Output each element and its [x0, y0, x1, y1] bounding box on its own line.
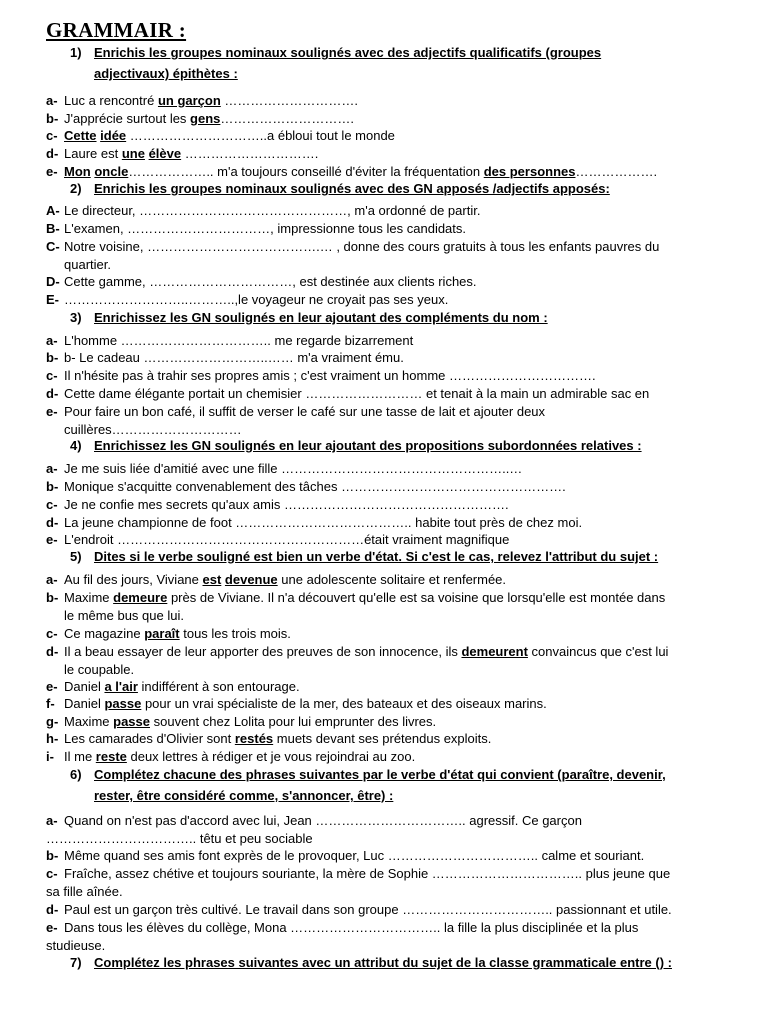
item-letter: B-: [46, 221, 60, 236]
item-letter: d-: [46, 386, 59, 401]
item-sentence: [64, 110, 726, 128]
item-letter: g-: [46, 714, 59, 729]
item-letter: c-: [46, 368, 58, 383]
underlined-word: passe: [104, 696, 142, 711]
sentence-text: Notre voisine, ………………………………….… , donne des cours gratuits à tous les enfants pauvres du: [64, 239, 660, 254]
item-sentence: [64, 812, 726, 830]
item-letter: d-: [46, 146, 59, 161]
sentence-text: Le directeur, …………………………………………, m'a ordonné de partir.: [64, 203, 481, 218]
section-heading: [70, 42, 758, 86]
sentence-text: Ce magazine: [64, 626, 145, 641]
item-letter: c-: [46, 866, 58, 881]
underlined-word: Cette: [64, 128, 97, 143]
item-letter: e-: [46, 679, 58, 694]
item-letter: e-: [46, 532, 58, 547]
item-letter: e-: [46, 920, 58, 935]
underlined-word: un garçon: [157, 93, 221, 108]
item-letter: E-: [46, 292, 59, 307]
sentence-text: L'homme …………………………….. me regarde bizarrement: [64, 333, 414, 348]
item-sentence-continued: le même bus que lui.: [64, 607, 184, 623]
underlined-word: passe: [113, 714, 150, 729]
section-instruction: Complétez les phrases suivantes avec un attribut du sujet de la classe grammaticale entre () :: [94, 955, 672, 970]
underlined-word: restés: [234, 731, 274, 746]
sentence-text: Les camarades d'Olivier sont: [64, 731, 235, 746]
sentence-text: Daniel: [64, 679, 105, 694]
sentence-text: Même quand ses amis font exprès de le provoquer, Luc …………………………….. calme et souriant.: [64, 848, 645, 863]
item-letter: f-: [46, 696, 55, 711]
sentence-text: Laure est: [64, 146, 122, 161]
item-sentence-continued: studieuse.: [46, 937, 106, 953]
sentence-text: ………………………..………..,le voyageur ne croyait pas ses yeux.: [64, 292, 449, 307]
sentence-text: ……………….: [575, 164, 658, 179]
item-sentence: [64, 919, 726, 937]
section-heading: [70, 307, 758, 329]
underlined-word: demeure: [113, 590, 168, 605]
sentence-text: Il n'hésite pas à trahir ses propres amis ; c'est vraiment un homme …………………………….: [64, 368, 596, 383]
item-sentence: [64, 291, 726, 309]
section-instruction: Complétez chacune des phrases suivantes par le verbe d'état qui convient (paraître, devenir,: [94, 767, 666, 782]
section-number: 3): [70, 310, 82, 325]
item-sentence-continued: quartier.: [64, 256, 111, 272]
underlined-word: devenue: [224, 572, 278, 587]
underlined-word: Mon: [64, 164, 91, 179]
item-sentence: [64, 713, 726, 731]
item-sentence-continued: cuillères…………………………: [64, 421, 242, 437]
item-sentence: [64, 865, 726, 883]
item-sentence: [64, 92, 726, 110]
item-sentence: [64, 349, 726, 367]
sentence-text: Pour faire un bon café, il suffit de verser le café sur une tasse de lait et ajouter deux: [64, 404, 546, 419]
item-sentence: [64, 478, 726, 496]
item-letter: b-: [46, 590, 59, 605]
sentence-text: Paul est un garçon très cultivé. Le travail dans son groupe …………………………….. passionnant et utile.: [64, 902, 672, 917]
sentence-text: J'apprécie surtout les: [64, 111, 191, 126]
section-heading: [70, 178, 758, 200]
item-letter: a-: [46, 461, 58, 476]
sentence-text: ……………….. m'a toujours conseillé d'éviter la fréquentation: [128, 164, 484, 179]
item-sentence: [64, 496, 726, 514]
item-sentence: [64, 901, 726, 919]
section-number: 1): [70, 45, 82, 60]
underlined-word: des personnes: [483, 164, 576, 179]
underlined-word: reste: [95, 749, 127, 764]
section-heading: [70, 952, 758, 974]
item-letter: c-: [46, 497, 58, 512]
sentence-text: Cette dame élégante portait un chemisier ……………………… et tenait à la main un admirable sac en: [64, 386, 650, 401]
section-instruction: Enrichis les groupes nominaux soulignés avec des GN apposés /adjectifs apposés:: [94, 181, 610, 196]
item-letter: c-: [46, 128, 58, 143]
section-number: 2): [70, 181, 82, 196]
sentence-text: L'examen, ……………………………, impressionne tous les candidats.: [64, 221, 467, 236]
item-sentence: [64, 589, 726, 607]
sentence-text: Luc a rencontré: [64, 93, 158, 108]
underlined-word: a l'air: [104, 679, 138, 694]
underlined-word: paraît: [144, 626, 180, 641]
section-heading: [70, 764, 758, 808]
sentence-text: L'endroit …………………………………………………était vraiment magnifique: [64, 532, 510, 547]
underlined-word: demeurent: [461, 644, 528, 659]
item-sentence: [64, 695, 726, 713]
item-sentence-continued: sa fille aînée.: [46, 883, 123, 899]
underlined-word: oncle: [94, 164, 129, 179]
item-sentence: [64, 571, 726, 589]
sentence-text: indifférent à son entourage.: [137, 679, 300, 694]
section-instruction: Dites si le verbe souligné est bien un verbe d'état. Si c'est le cas, relevez l'attribut du sujet :: [94, 549, 659, 564]
item-sentence: [64, 678, 726, 696]
sentence-text: tous les trois mois.: [179, 626, 291, 641]
item-letter: c-: [46, 626, 58, 641]
underlined-word: élève: [148, 146, 182, 161]
item-sentence: [64, 460, 726, 478]
sentence-text: Maxime: [64, 714, 114, 729]
sentence-text: deux lettres à rédiger et je vous rejoindrai au zoo.: [126, 749, 416, 764]
item-letter: a-: [46, 333, 58, 348]
page-title: GRAMMAIR :: [46, 18, 187, 42]
section-instruction: Enrichis les groupes nominaux soulignés avec des adjectifs qualificatifs (groupes: [94, 45, 602, 60]
section-instruction: Enrichissez les GN soulignés en leur ajoutant des propositions subordonnées relatives :: [94, 438, 642, 453]
sentence-text: Quand on n'est pas d'accord avec lui, Jean …………………………….. agressif. Ce garçon: [64, 813, 582, 828]
underlined-word: idée: [100, 128, 127, 143]
item-sentence: [64, 202, 726, 220]
sentence-text: souvent chez Lolita pour lui emprunter des livres.: [150, 714, 437, 729]
item-letter: D-: [46, 274, 60, 289]
sentence-text: La jeune championne de foot ………………………………….. habite tout près de chez moi.: [64, 515, 583, 530]
section-instruction: Enrichissez les GN soulignés en leur ajoutant des compléments du nom :: [94, 310, 548, 325]
item-letter: i-: [46, 749, 54, 764]
item-letter: C-: [46, 239, 60, 254]
item-sentence: [64, 847, 726, 865]
sentence-text: Daniel: [64, 696, 105, 711]
sentence-text: pour un vrai spécialiste de la mer, des bateaux et des oiseaux marins.: [141, 696, 547, 711]
item-sentence: [64, 145, 726, 163]
item-sentence: [64, 643, 726, 661]
section-heading: [70, 546, 758, 568]
sentence-text: ………………………….: [220, 111, 355, 126]
item-sentence: [64, 273, 726, 291]
section-number: 7): [70, 955, 82, 970]
sentence-text: b- Le cadeau ………………………..…… m'a vraiment ému.: [64, 350, 404, 365]
item-sentence-continued: …………………………….. têtu et peu sociable: [46, 830, 313, 846]
sentence-text: ………………………….: [181, 146, 319, 161]
item-letter: d-: [46, 902, 59, 917]
underlined-word: est: [202, 572, 222, 587]
item-letter: b-: [46, 479, 59, 494]
sentence-text: Il a beau essayer de leur apporter des preuves de son innocence, ils: [64, 644, 462, 659]
item-sentence: [64, 514, 726, 532]
sentence-text: Au fil des jours, Viviane: [64, 572, 203, 587]
sentence-text: Monique s'acquitte convenablement des tâches …………………………………………….: [64, 479, 566, 494]
item-letter: A-: [46, 203, 60, 218]
item-sentence-continued: le coupable.: [64, 661, 135, 677]
underlined-word: gens: [190, 111, 221, 126]
item-sentence: [64, 220, 726, 238]
item-sentence: [64, 238, 726, 256]
item-letter: e-: [46, 164, 58, 179]
section-number: 4): [70, 438, 82, 453]
item-sentence: [64, 332, 726, 350]
item-letter: b-: [46, 111, 59, 126]
sentence-text: Je ne confie mes secrets qu'aux amis …………………………………………….: [64, 497, 509, 512]
section-number: 5): [70, 549, 82, 564]
section-instruction-continued: rester, être considéré comme, s'annoncer, être) :: [94, 788, 394, 803]
item-sentence: [64, 730, 726, 748]
item-letter: a-: [46, 572, 58, 587]
item-sentence: [64, 127, 726, 145]
item-sentence: [64, 403, 726, 421]
item-letter: a-: [46, 813, 58, 828]
item-sentence: [64, 367, 726, 385]
sentence-text: Dans tous les élèves du collège, Mona …………………………….. la fille la plus disciplinée et la plus: [64, 920, 639, 935]
underlined-word: une: [121, 146, 145, 161]
item-sentence: [64, 625, 726, 643]
sentence-text: une adolescente solitaire et renfermée.: [277, 572, 507, 587]
item-letter: b-: [46, 350, 59, 365]
sentence-text: près de Viviane. Il n'a découvert qu'elle est sa voisine que lorsqu'elle est montée dans: [167, 590, 666, 605]
item-letter: h-: [46, 731, 59, 746]
section-number: 6): [70, 767, 82, 782]
item-sentence: [64, 385, 726, 403]
sentence-text: ………………………….: [220, 93, 359, 108]
item-letter: d-: [46, 515, 59, 530]
sentence-text: Je me suis liée d'amitié avec une fille ……………………………………………..…: [64, 461, 523, 476]
sentence-text: Cette gamme, ……………………………, est destinée aux clients riches.: [64, 274, 477, 289]
sentence-text: …………………………..a ébloui tout le monde: [126, 128, 395, 143]
sentence-text: Il me: [64, 749, 96, 764]
item-letter: a-: [46, 93, 58, 108]
sentence-text: muets devant ses prétendus exploits.: [273, 731, 492, 746]
item-letter: d-: [46, 644, 59, 659]
item-letter: b-: [46, 848, 59, 863]
section-instruction-continued: adjectivaux) épithètes :: [94, 66, 238, 81]
item-letter: e-: [46, 404, 58, 419]
sentence-text: Maxime: [64, 590, 114, 605]
item-sentence: [64, 748, 726, 766]
section-heading: [70, 435, 758, 457]
sentence-text: convaincus que c'est lui: [527, 644, 669, 659]
sentence-text: Fraîche, assez chétive et toujours souriante, la mère de Sophie …………………………….. plus jeune que: [64, 866, 671, 881]
